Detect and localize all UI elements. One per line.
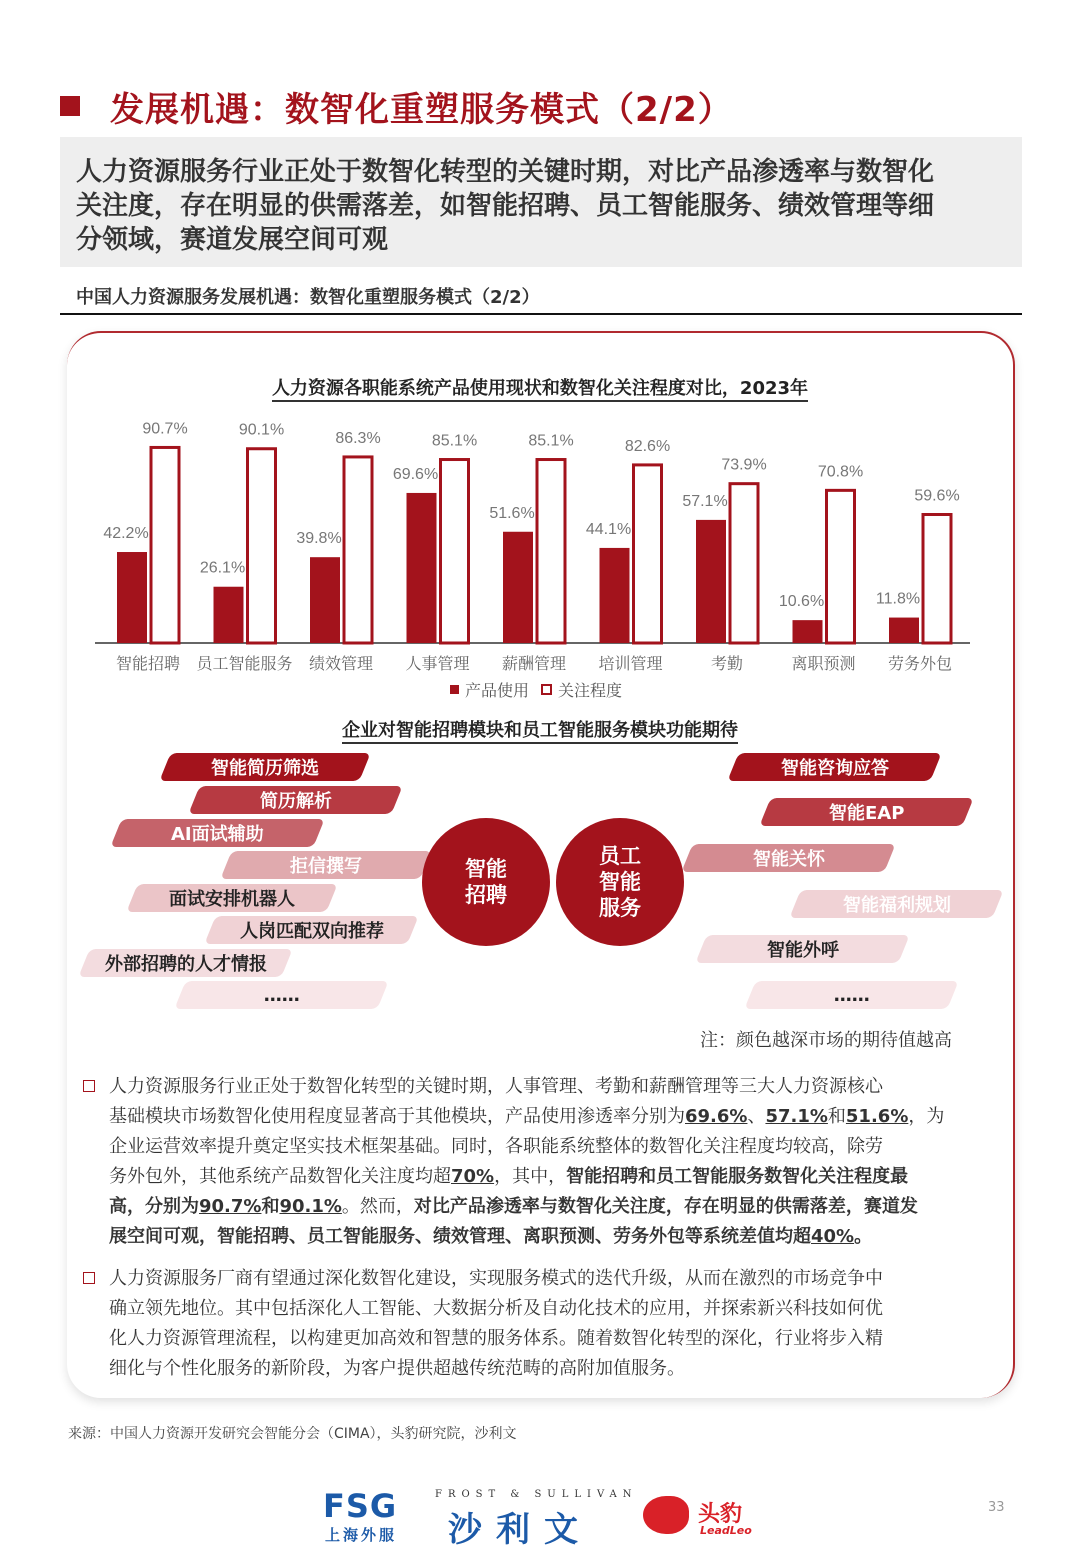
bar-chart: [90, 405, 990, 675]
right-tag-6: ……: [744, 981, 958, 1009]
bullet-2-line-3: 化人力资源管理流程，以构建更加高效和智慧的服务体系。随着数智化转型的深化，行业将步入精: [109, 1328, 883, 1349]
label-focus-3: 85.1%: [431, 432, 478, 450]
chart-legend: [450, 678, 622, 701]
bar-used-5: [600, 548, 630, 643]
circle-smart-recruit: 智能 招聘: [422, 818, 550, 946]
color-note: 注：颜色越深市场的期待值越高: [700, 1030, 952, 1051]
page-number: 33: [988, 1500, 1005, 1515]
bullet-1-line-1: 人力资源服务行业正处于数智化转型的关键时期，人事管理、考勤和薪酬管理等三大人力资源核心: [109, 1076, 883, 1097]
right-tag-3: 智能关怀: [681, 844, 895, 872]
left-tag-5: 面试安排机器人: [126, 884, 337, 912]
bar-focus-4: [537, 460, 565, 643]
label-used-8: 11.8%: [875, 590, 921, 608]
left-tag-6: 人岗匹配双向推荐: [204, 916, 418, 944]
bar-used-1: [214, 587, 244, 643]
category-label-8: 劳务外包: [887, 654, 953, 673]
bar-focus-5: [634, 465, 662, 643]
label-used-1: 26.1%: [199, 559, 246, 577]
label-focus-7: 70.8%: [817, 463, 864, 481]
bar-used-2: [310, 557, 340, 643]
legend-focus-label: 关注程度: [558, 681, 623, 700]
label-focus-0: 90.7%: [142, 420, 188, 438]
left-tag-4: 拒信撰写: [220, 851, 431, 879]
category-label-1: 员工智能服务: [196, 654, 293, 673]
bullet-2-line-4: 细化与个性化服务的新阶段，为客户提供超越传统范畴的高附加值服务。: [109, 1358, 685, 1379]
right-tag-1: 智能咨询应答: [727, 753, 941, 781]
bar-focus-6: [730, 484, 758, 643]
bar-focus-7: [827, 490, 855, 643]
bar-used-0: [117, 552, 147, 643]
label-focus-2: 86.3%: [335, 429, 381, 447]
category-label-4: 薪酬管理: [501, 654, 567, 673]
label-focus-1: 90.1%: [238, 421, 285, 439]
function-title-text: 企业对智能招聘模块和员工智能服务模块功能期待: [342, 720, 738, 744]
label-focus-4: 85.1%: [528, 432, 574, 450]
bar-used-6: [696, 520, 726, 643]
category-label-3: 人事管理: [405, 654, 470, 673]
category-label-5: 培训管理: [598, 654, 663, 673]
bullet-1: [83, 1072, 983, 1252]
bar-focus-3: [441, 460, 469, 643]
legend-focus-swatch: [541, 684, 552, 695]
chart-title-text: 人力资源各职能系统产品使用现状和数智化关注程度对比，2023年: [272, 378, 808, 402]
category-label-2: 绩效管理: [308, 654, 374, 673]
bar-focus-2: [344, 457, 372, 643]
summary-line-3: 分领域，赛道发展空间可观: [76, 225, 389, 255]
right-tag-5: 智能外呼: [695, 935, 909, 963]
left-tag-8: ……: [174, 981, 388, 1009]
bullet-box-icon: [83, 1272, 95, 1284]
label-used-4: 51.6%: [489, 504, 535, 522]
bullet-2: [83, 1264, 983, 1384]
function-title: [0, 716, 1080, 742]
label-focus-5: 82.6%: [624, 437, 671, 455]
bar-used-7: [793, 620, 823, 643]
left-tag-7: 外部招聘的人才情报: [78, 949, 292, 977]
summary-line-1: 人力资源服务行业正处于数智化转型的关键时期，对比产品渗透率与数智化: [76, 157, 935, 187]
section-subtitle: 中国人力资源服务发展机遇：数智化重塑服务模式（2/2）: [76, 287, 540, 308]
legend-used-label: 产品使用: [465, 681, 530, 700]
label-used-7: 10.6%: [778, 593, 825, 611]
circle-employee-service: 员工 智能 服务: [556, 818, 684, 946]
title-row: [60, 80, 733, 132]
bullet-box-icon: [83, 1080, 95, 1092]
fsg-logo-cn: 上海外服: [325, 1526, 398, 1544]
label-focus-8: 59.6%: [914, 487, 960, 505]
legend-used-swatch: [450, 685, 459, 694]
page-title: 发展机遇：数智化重塑服务模式（2/2）: [110, 89, 733, 130]
left-tag-3: AI面试辅助: [110, 819, 324, 847]
summary-box: [60, 137, 1022, 267]
bar-focus-0: [151, 447, 179, 643]
label-used-6: 57.1%: [682, 492, 728, 510]
left-tag-2: 简历解析: [188, 786, 402, 814]
bar-used-8: [889, 618, 919, 643]
bullet-1-line-5: 高，分别为90.7%和90.1%。然而，对比产品渗透率与数智化关注度，存在明显的供需落差，赛道发: [109, 1196, 918, 1217]
label-focus-6: 73.9%: [721, 456, 767, 474]
frost-sullivan-logo-en: FROST & SULLIVAN: [435, 1489, 638, 1500]
subtitle-divider: [60, 313, 1022, 315]
bullet-2-line-2: 确立领先地位。其中包括深化人工智能、大数据分析及自动化技术的应用，并探索新兴科技如何优: [109, 1298, 883, 1319]
frost-sullivan-logo-cn: 沙利文: [448, 1510, 592, 1550]
bullet-1-line-4: 务外包外，其他系统产品数智化关注度均超70%，其中，智能招聘和员工智能服务数智化关注程度最: [109, 1166, 909, 1187]
fsg-logo: FSG: [323, 1487, 398, 1525]
label-used-0: 42.2%: [103, 525, 149, 543]
label-used-3: 69.6%: [392, 465, 439, 483]
leadleo-logo-icon: [643, 1496, 689, 1534]
right-tag-2: 智能EAP: [759, 798, 973, 826]
bar-used-3: [407, 493, 437, 643]
title-square-icon: [60, 96, 80, 116]
bar-focus-1: [248, 449, 276, 643]
right-tag-4: 智能福利规划: [789, 890, 1003, 918]
bullet-2-line-1: 人力资源服务厂商有望通过深化数智化建设，实现服务模式的迭代升级，从而在激烈的市场竞争中: [109, 1268, 883, 1289]
bullet-1-line-3: 企业运营效率提升奠定坚实技术框架基础。同时，各职能系统整体的数智化关注程度均较高，除劳: [109, 1136, 883, 1157]
summary-line-2: 关注度，存在明显的供需落差，如智能招聘、员工智能服务、绩效管理等细: [76, 191, 935, 221]
label-used-2: 39.8%: [296, 530, 342, 548]
left-tag-1: 智能简历筛选: [159, 753, 370, 781]
bullet-1-line-6: 展空间可观，智能招聘、员工智能服务、绩效管理、离职预测、劳务外包等系统差值均超40%。: [109, 1226, 873, 1247]
leadleo-logo-en: LeadLeo: [700, 1524, 752, 1537]
label-used-5: 44.1%: [585, 520, 632, 538]
chart-title: [0, 374, 1080, 400]
leadleo-logo-cn: 头豹: [698, 1502, 743, 1527]
bar-focus-8: [923, 515, 951, 643]
category-label-7: 离职预测: [791, 654, 856, 673]
category-label-0: 智能招聘: [115, 654, 181, 673]
bullet-1-line-2: 基础模块市场数智化使用程度显著高于其他模块，产品使用渗透率分别为69.6%、57.1%和51.6%，为: [109, 1106, 945, 1127]
source-note: 来源：中国人力资源开发研究会智能分会（CIMA），头豹研究院，沙利文: [68, 1426, 517, 1442]
bar-used-4: [503, 532, 533, 643]
category-label-6: 考勤: [710, 654, 744, 673]
